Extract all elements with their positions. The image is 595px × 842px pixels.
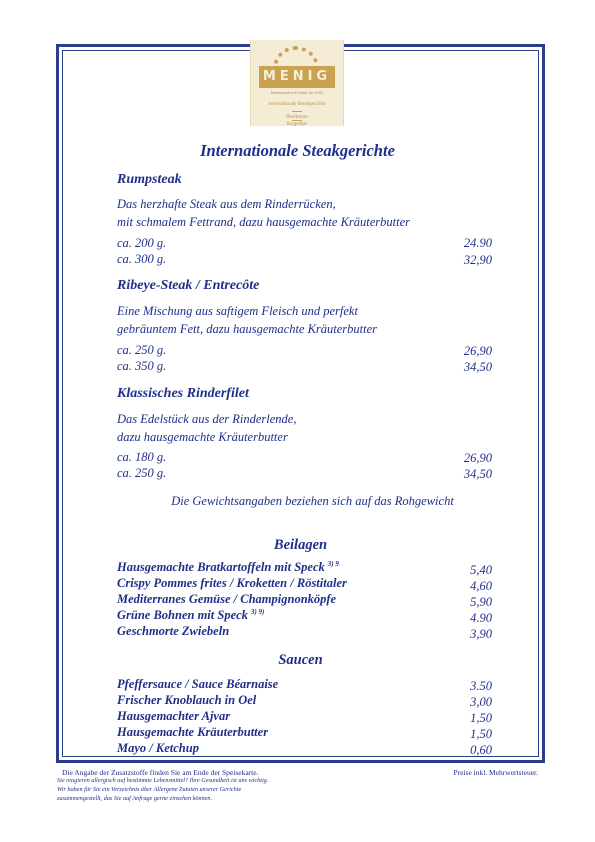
vat-footnote: Preise inkl. Mehrwertsteuer. <box>453 768 538 777</box>
side-item-name: Grüne Bohnen mit Speck <box>117 608 248 622</box>
dish-description-line: gebräuntem Fett, dazu hausgemachte Kräuterbutter <box>117 322 378 336</box>
side-item-name: Crispy Pommes frites / Kroketten / Röstitaler <box>117 576 347 590</box>
section-heading-beilagen: Beilagen <box>273 537 328 553</box>
allergy-note-line: Wir haben für Sie ein Verzeichnis über Allergene Zutaten unserer Gerichte <box>57 786 242 793</box>
sauce-item-price: 1,50 <box>470 727 492 741</box>
dish-variant-price: 26,90 <box>463 344 492 358</box>
sauce-item-price: 0,60 <box>470 743 492 757</box>
logo-wordmark: MENIG <box>259 66 335 88</box>
dish-variant-size: ca. 250 g. <box>117 466 167 480</box>
dish-description <box>117 195 447 231</box>
logo-line-3: Burgerbar <box>286 121 308 126</box>
weight-note: Die Gewichtsangaben beziehen sich auf das Rohgewicht <box>171 494 454 508</box>
sauce-item: Hausgemachter Ajvar <box>117 709 231 723</box>
side-item-price: 4.90 <box>470 611 492 625</box>
sauce-item: Mayo / Ketchup <box>117 741 199 755</box>
logo-separator <box>292 111 302 112</box>
side-item-price: 4,60 <box>470 579 492 593</box>
dish-variant-size: ca. 350 g. <box>117 359 167 373</box>
dish-name: Ribeye-Steak / Entrecôte <box>117 278 260 293</box>
dish-variant-price: 26,90 <box>463 451 492 465</box>
dish-description-line: Das herzhafte Steak aus dem Rinderrücken, <box>117 197 336 211</box>
sauce-item-price: 1,50 <box>470 711 492 725</box>
logo-tagline: Restaurant mit Hotel Ab 1930 <box>270 91 324 95</box>
restaurant-logo <box>250 40 344 126</box>
dish-variant-price: 32,90 <box>463 253 492 267</box>
dish-description-line: Das Edelstück aus der Rinderlende, <box>117 412 297 426</box>
side-item-price: 5,40 <box>470 563 492 577</box>
dish-description-line: Eine Mischung aus saftigem Fleisch und perfekt <box>117 304 358 318</box>
additives-footnote: Die Angabe der Zusatzstoffe finden Sie am Ende der Speisekarte. <box>62 768 259 777</box>
allergy-note-line: Sie reagieren allergisch auf bestimmte Lebensmittel? Ihre Gesundheit ist uns wichtig. <box>57 777 269 784</box>
logo-line-1: Internationale Steakgerichte <box>268 101 326 106</box>
dish-variant-price: 34,50 <box>463 467 492 481</box>
logo-arc <box>273 46 319 68</box>
sauce-item: Hausgemachte Kräuterbutter <box>117 725 269 739</box>
side-item <box>117 592 336 607</box>
page-title: Internationale Steakgerichte <box>200 141 395 160</box>
side-item-name: Mediterranes Gemüse / Champignonköpfe <box>117 592 337 606</box>
dish-variant-size: ca. 180 g. <box>117 450 167 464</box>
side-item-price: 3,90 <box>470 627 492 641</box>
side-item <box>117 560 339 575</box>
dish-description <box>117 410 447 446</box>
side-item <box>117 576 347 591</box>
logo-line-2: Mediterran <box>286 114 308 119</box>
side-item <box>117 624 229 639</box>
sauce-item-price: 3.50 <box>470 679 492 693</box>
dish-description <box>117 302 447 338</box>
side-item-price: 5,90 <box>470 595 492 609</box>
additive-note: 3) 9) <box>250 607 265 616</box>
sauce-item: Frischer Knoblauch in Oel <box>117 693 257 707</box>
dish-name: Klassisches Rinderfilet <box>117 386 249 401</box>
dish-variant-price: 24.90 <box>463 236 492 250</box>
side-item-name: Hausgemachte Bratkartoffeln mit Speck <box>117 560 325 574</box>
additive-note: 3) 9 <box>327 559 339 568</box>
side-item-name: Geschmorte Zwiebeln <box>117 624 230 638</box>
section-heading-saucen: Saucen <box>278 652 323 668</box>
dish-name: Rumpsteak <box>117 172 182 187</box>
dish-description-line: mit schmalem Fettrand, dazu hausgemachte Kräuterbutter <box>117 215 411 229</box>
dish-variant-size: ca. 250 g. <box>117 343 167 357</box>
allergy-note-line: zusammengestellt, das Sie auf Anfrage gerne einsehen können. <box>57 795 213 802</box>
sauce-item: Pfeffersauce / Sauce Béarnaise <box>117 677 279 691</box>
sauce-item-price: 3,00 <box>470 695 492 709</box>
side-item <box>117 608 264 623</box>
dish-variant-size: ca. 200 g. <box>117 236 167 250</box>
dish-variant-price: 34,50 <box>463 360 492 374</box>
dish-variant-size: ca. 300 g. <box>117 252 167 266</box>
dish-description-line: dazu hausgemachte Kräuterbutter <box>117 430 288 444</box>
